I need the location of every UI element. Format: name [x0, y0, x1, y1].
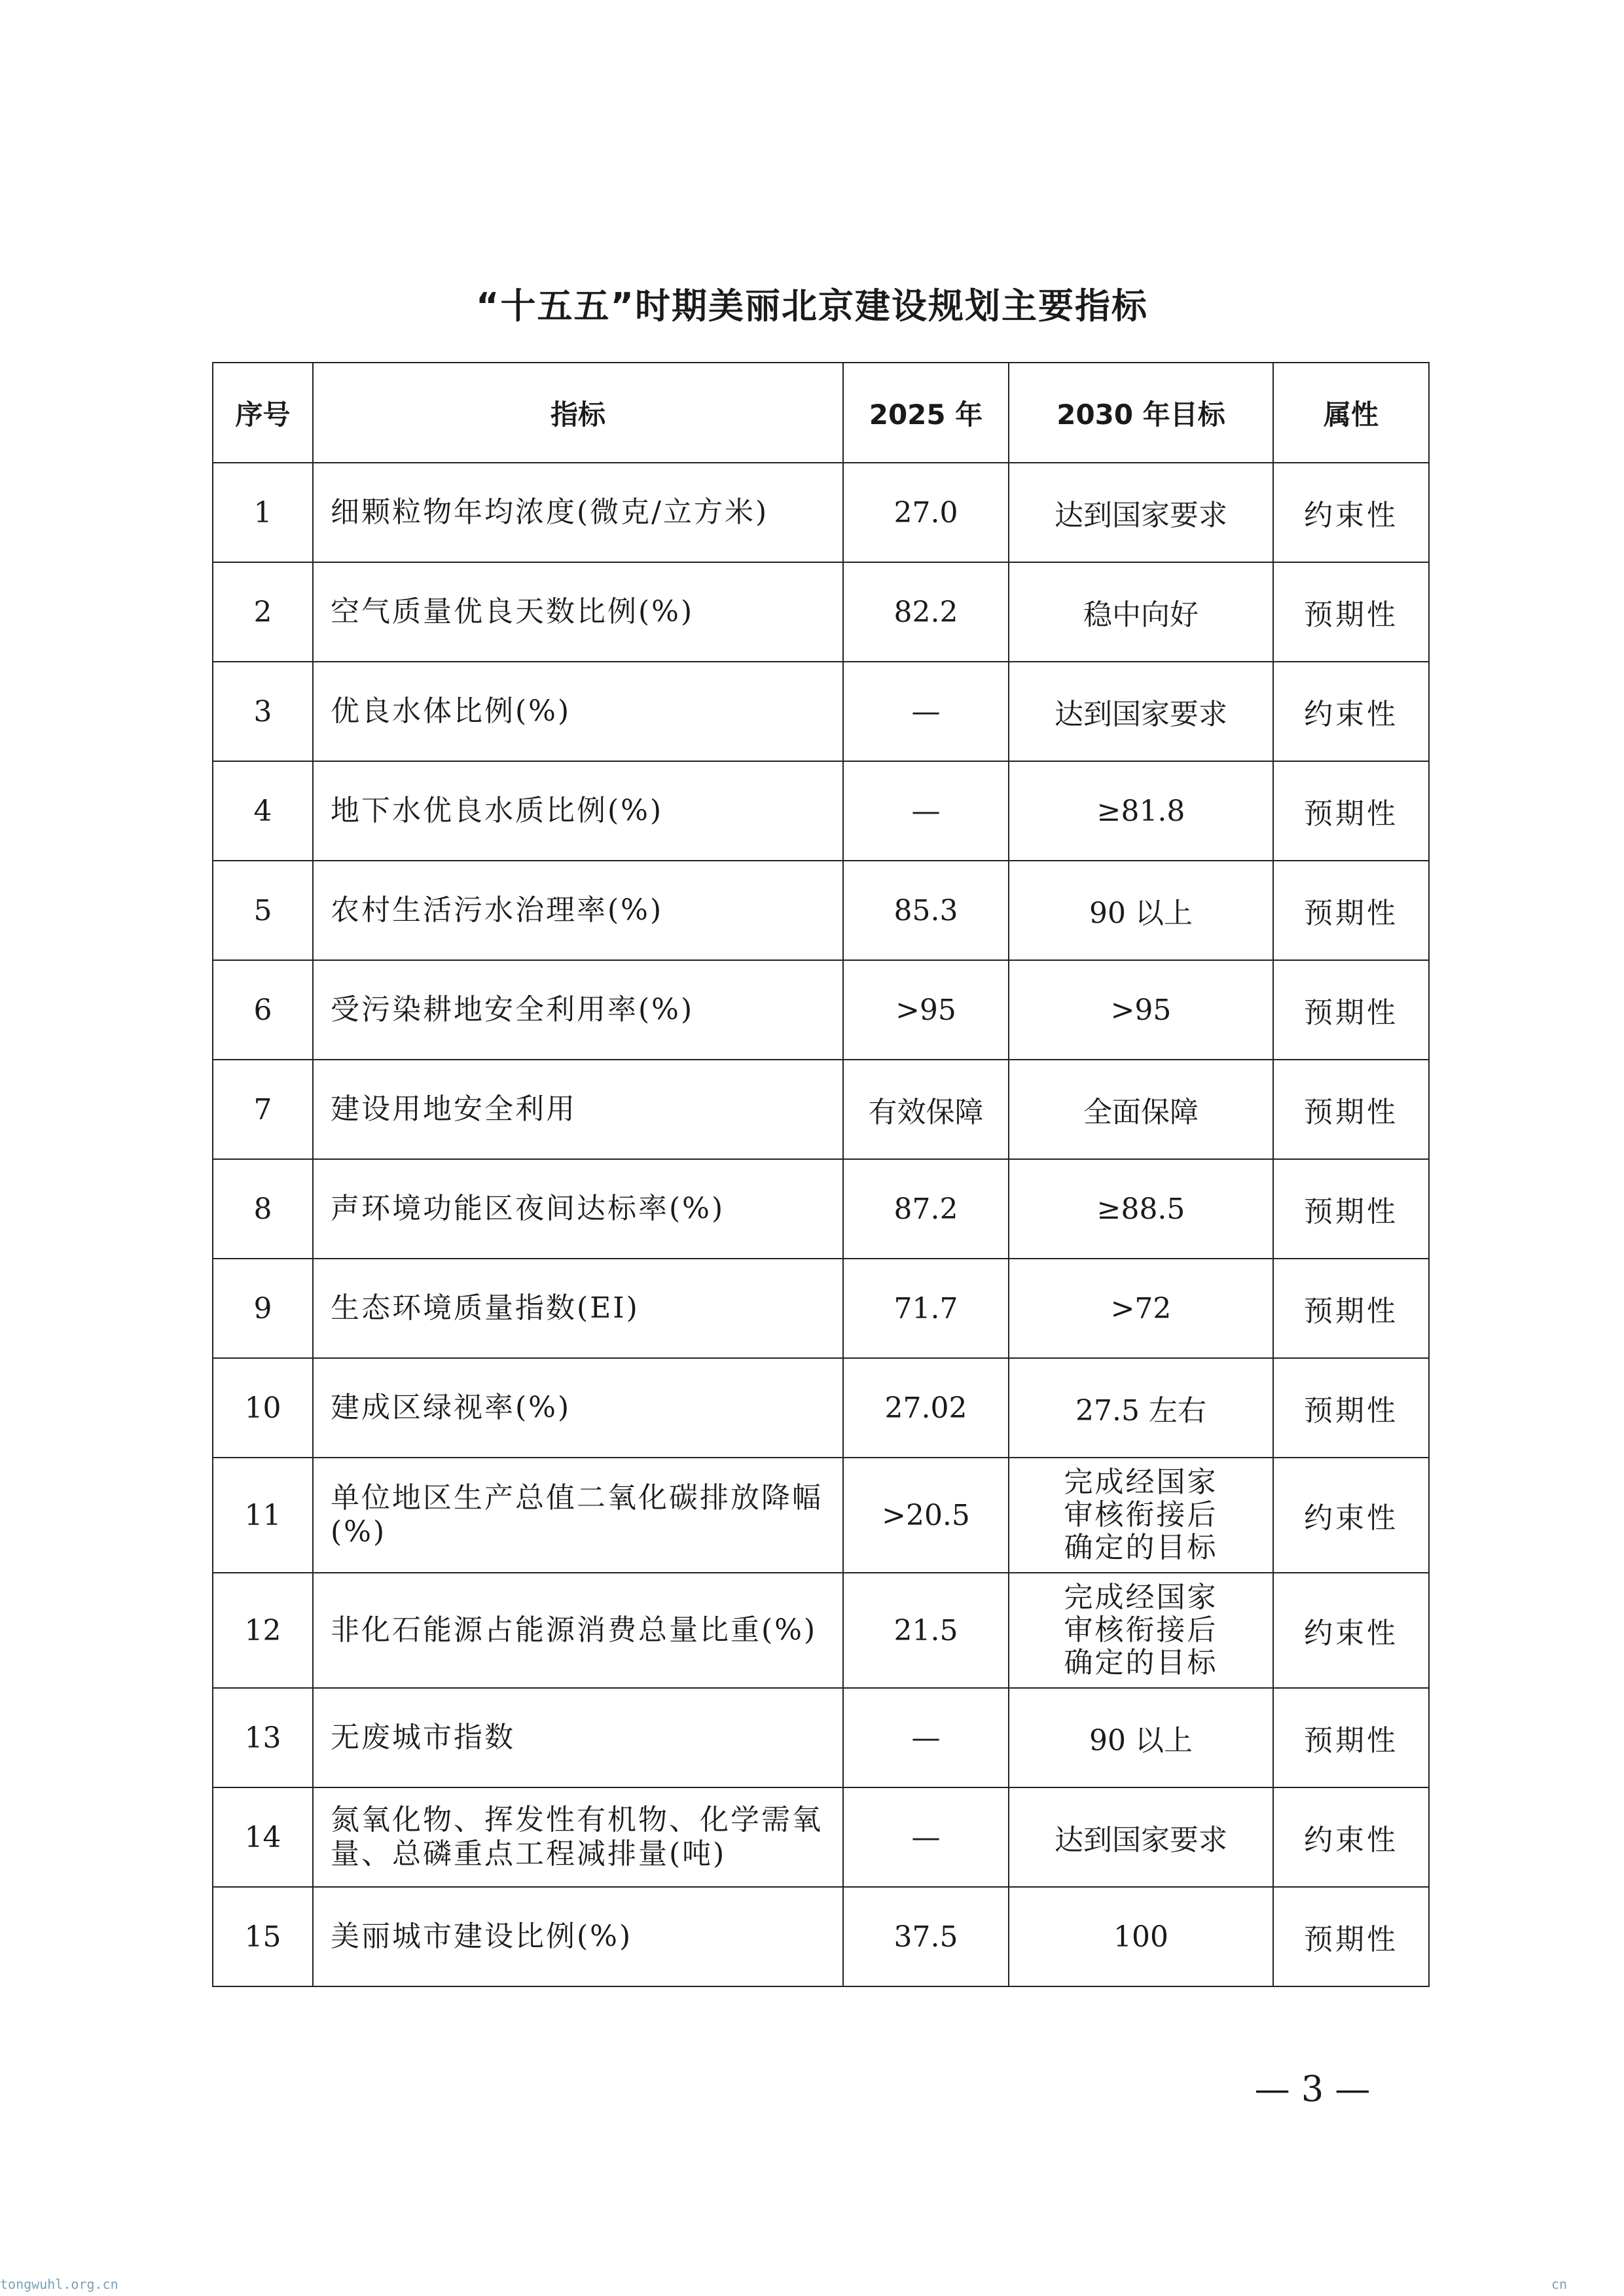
cell-2025: —	[843, 761, 1009, 861]
cell-seq: 12	[213, 1573, 313, 1688]
cell-2025: 85.3	[843, 861, 1009, 960]
cell-2030: 达到国家要求	[1009, 1787, 1273, 1887]
cell-2030: 达到国家要求	[1009, 662, 1273, 761]
cell-seq: 7	[213, 1060, 313, 1159]
cell-attr: 约束性	[1273, 662, 1429, 761]
watermark-left: tongwuhl.org.cn	[0, 2276, 118, 2292]
cell-2030: ≥81.8	[1009, 761, 1273, 861]
table-row	[213, 1259, 1429, 1358]
cell-2030	[1009, 1573, 1273, 1688]
cell-attr: 预期性	[1273, 1358, 1429, 1458]
cell-2030: 达到国家要求	[1009, 463, 1273, 562]
table-row	[213, 1159, 1429, 1259]
cell-attr: 预期性	[1273, 1887, 1429, 1986]
cell-2030: 100	[1009, 1887, 1273, 1986]
cell-2025: 27.0	[843, 463, 1009, 562]
cell-2025: 21.5	[843, 1573, 1009, 1688]
cell-2030: >95	[1009, 960, 1273, 1060]
cell-2030-line: 完成经国家	[1064, 1465, 1218, 1499]
cell-attr: 预期性	[1273, 562, 1429, 662]
cell-attr: 约束性	[1273, 463, 1429, 562]
cell-2030-line: 确定的目标	[1064, 1646, 1218, 1679]
cell-seq: 6	[213, 960, 313, 1060]
cell-indicator: 单位地区生产总值二氧化碳排放降幅(%)	[313, 1458, 843, 1573]
cell-indicator: 非化石能源占能源消费总量比重(%)	[313, 1573, 843, 1688]
table-row	[213, 1458, 1429, 1573]
table-header-row	[213, 363, 1429, 463]
cell-2025: 82.2	[843, 562, 1009, 662]
table-row	[213, 960, 1429, 1060]
cell-indicator: 地下水优良水质比例(%)	[313, 761, 843, 861]
cell-2030: 全面保障	[1009, 1060, 1273, 1159]
table-row	[213, 662, 1429, 761]
table-row	[213, 463, 1429, 562]
cell-2030: ≥88.5	[1009, 1159, 1273, 1259]
cell-indicator: 优良水体比例(%)	[313, 662, 843, 761]
cell-2025: —	[843, 1688, 1009, 1787]
cell-seq: 3	[213, 662, 313, 761]
cell-2025: —	[843, 662, 1009, 761]
header-seq: 序号	[213, 363, 313, 463]
cell-indicator: 氮氧化物、挥发性有机物、化学需氧量、总磷重点工程减排量(吨)	[313, 1787, 843, 1887]
cell-2030-line: 审核衔接后	[1064, 1613, 1218, 1647]
cell-attr: 约束性	[1273, 1458, 1429, 1573]
cell-seq: 13	[213, 1688, 313, 1787]
cell-2030: >72	[1009, 1259, 1273, 1358]
cell-indicator: 空气质量优良天数比例(%)	[313, 562, 843, 662]
page-number: — 3 —	[1254, 2068, 1371, 2109]
cell-indicator: 建设用地安全利用	[313, 1060, 843, 1159]
cell-2030-line: 审核衔接后	[1064, 1498, 1218, 1532]
cell-seq: 9	[213, 1259, 313, 1358]
cell-seq: 8	[213, 1159, 313, 1259]
page-title: “十五五”时期美丽北京建设规划主要指标	[476, 285, 1148, 327]
table-row	[213, 562, 1429, 662]
cell-2025: 37.5	[843, 1887, 1009, 1986]
cell-seq: 10	[213, 1358, 313, 1458]
header-attr: 属性	[1273, 363, 1429, 463]
cell-2025: —	[843, 1787, 1009, 1887]
cell-indicator: 农村生活污水治理率(%)	[313, 861, 843, 960]
watermark-right: cn	[1551, 2276, 1568, 2292]
cell-seq: 11	[213, 1458, 313, 1573]
cell-indicator: 建成区绿视率(%)	[313, 1358, 843, 1458]
cell-seq: 4	[213, 761, 313, 861]
cell-attr: 预期性	[1273, 1688, 1429, 1787]
header-indicator: 指标	[313, 363, 843, 463]
header-2030: 2030 年目标	[1009, 363, 1273, 463]
indicator-table	[212, 362, 1430, 1987]
cell-seq: 5	[213, 861, 313, 960]
cell-attr: 约束性	[1273, 1573, 1429, 1688]
table-row	[213, 861, 1429, 960]
cell-2030: 90 以上	[1009, 1688, 1273, 1787]
table-row	[213, 1887, 1429, 1986]
cell-2025: 87.2	[843, 1159, 1009, 1259]
table-row	[213, 1358, 1429, 1458]
cell-indicator: 生态环境质量指数(EI)	[313, 1259, 843, 1358]
table-row	[213, 1787, 1429, 1887]
cell-indicator: 细颗粒物年均浓度(微克/立方米)	[313, 463, 843, 562]
cell-2030	[1009, 1458, 1273, 1573]
cell-attr: 预期性	[1273, 1159, 1429, 1259]
cell-attr: 预期性	[1273, 761, 1429, 861]
cell-indicator: 美丽城市建设比例(%)	[313, 1887, 843, 1986]
cell-2030: 27.5 左右	[1009, 1358, 1273, 1458]
cell-attr: 预期性	[1273, 960, 1429, 1060]
cell-2030: 稳中向好	[1009, 562, 1273, 662]
cell-2030: 90 以上	[1009, 861, 1273, 960]
cell-attr: 预期性	[1273, 861, 1429, 960]
table-row	[213, 1573, 1429, 1688]
cell-2025: >20.5	[843, 1458, 1009, 1573]
table-row	[213, 761, 1429, 861]
cell-indicator: 无废城市指数	[313, 1688, 843, 1787]
cell-2025: 71.7	[843, 1259, 1009, 1358]
cell-2025: 有效保障	[843, 1060, 1009, 1159]
cell-seq: 15	[213, 1887, 313, 1986]
cell-attr: 预期性	[1273, 1060, 1429, 1159]
cell-2025: 27.02	[843, 1358, 1009, 1458]
cell-2030-line: 确定的目标	[1064, 1531, 1218, 1564]
table-row	[213, 1060, 1429, 1159]
cell-indicator: 声环境功能区夜间达标率(%)	[313, 1159, 843, 1259]
cell-2025: >95	[843, 960, 1009, 1060]
cell-2030-line: 完成经国家	[1064, 1581, 1218, 1614]
cell-seq: 14	[213, 1787, 313, 1887]
cell-seq: 2	[213, 562, 313, 662]
cell-seq: 1	[213, 463, 313, 562]
cell-indicator: 受污染耕地安全利用率(%)	[313, 960, 843, 1060]
table-row	[213, 1688, 1429, 1787]
header-2025: 2025 年	[843, 363, 1009, 463]
cell-attr: 约束性	[1273, 1787, 1429, 1887]
cell-attr: 预期性	[1273, 1259, 1429, 1358]
